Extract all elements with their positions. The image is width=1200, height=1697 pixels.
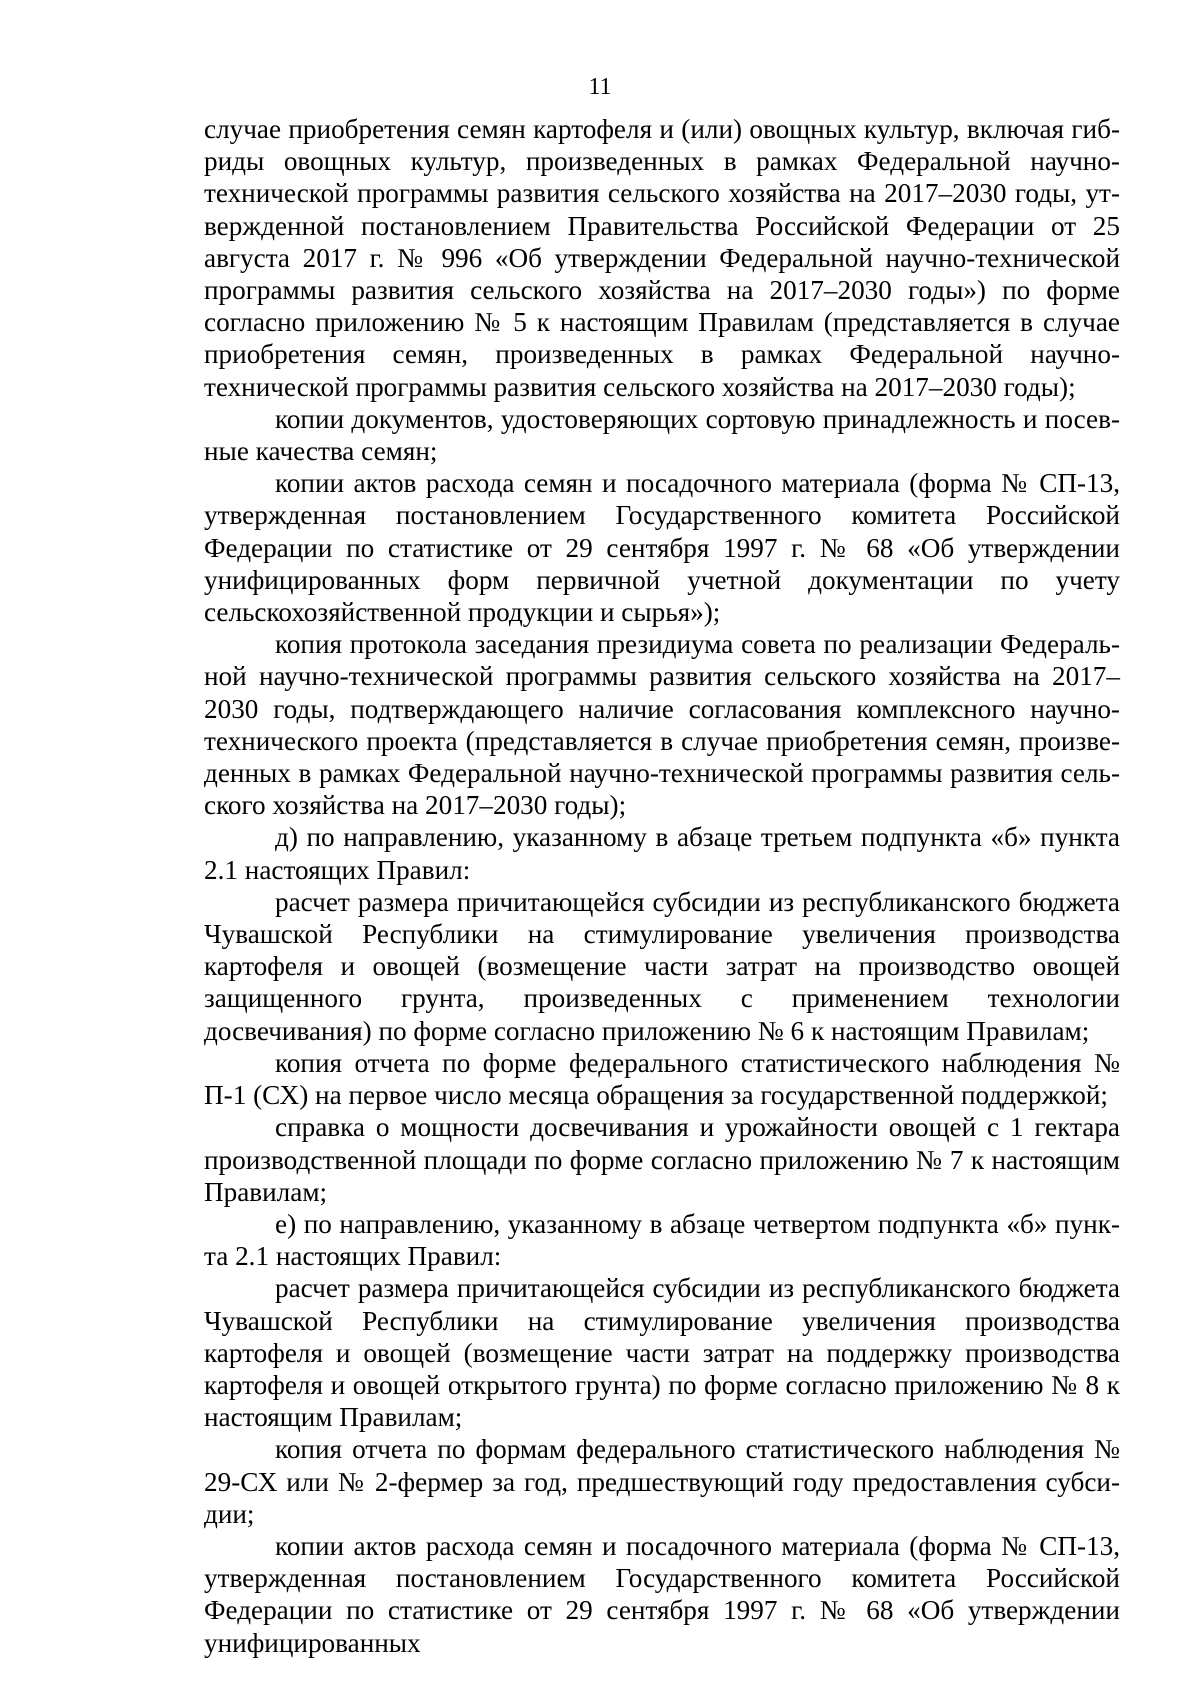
paragraph: справка о мощности досвечивания и урожайности овощей с 1 гектара производственной площади по форме согласно приложению № 7 к настоящим Правилам; <box>204 1112 1120 1207</box>
paragraph: копии документов, удостоверяющих сортовую принадлежность и посевные качества семян; <box>204 403 1120 467</box>
paragraph-subclause-d: д) по направлению, указанному в абзаце третьем подпункта «б» пункта 2.1 настоящих Правил: <box>204 822 1120 885</box>
paragraph: копия отчета по формам федерального статистического наблюдения № 29-СХ или № 2-фермер за год, предшествующий году предоставления субсидии; <box>204 1434 1120 1529</box>
paragraph: копия протокола заседания президиума совета по реализации Федеральной научно-технической программы развития сельского хозяйства на 2017–2030 годы, подтверждающего наличие согласования комплексного научно-технического проекта (представляется в случае приобретения семян, произведенных в рамках Федеральной научно-технической программы развития сельского хозяйства на 2017–2030 годы); <box>204 629 1120 821</box>
paragraph: копии актов расхода семян и посадочного материала (форма № СП-13, утвержденная постановлением Государственного комитета Российской Федерации по статистике от 29 сентября 1997 г. № 68 «Об утверждении унифицированных форм первичной учетной документации по учету сельскохозяйственной продукции и сырья»); <box>204 468 1120 628</box>
document-body <box>204 113 1120 1659</box>
paragraph-subclause-e: е) по направлению, указанному в абзаце четвертом подпункта «б» пункта 2.1 настоящих Правил: <box>204 1208 1120 1272</box>
paragraph: расчет размера причитающейся субсидии из республиканского бюджета Чувашской Республики на стимулирование увеличения производства картофеля и овощей (возмещение части затрат на поддержку производства картофеля и овощей открытого грунта) по форме согласно приложению № 8 к настоящим Правилам; <box>204 1273 1120 1433</box>
paragraph: копия отчета по форме федерального статистического наблюдения № П-1 (СХ) на первое число месяца обращения за государственной поддержкой; <box>204 1047 1120 1111</box>
paragraph-continuation: случае приобретения семян картофеля и (или) овощных культур, включая гибриды овощных культур, произведенных в рамках Федеральной научно-технической программы развития сельского хозяйства на 2017–2030 годы, утвержденной постановлением Правительства Российской Федерации от 25 августа 2017 г. № 996 «Об утверждении Федеральной научно-технической программы развития сельского хозяйства на 2017–2030 годы») по форме согласно приложению № 5 к настоящим Правилам (представляется в случае приобретения семян, произведенных в рамках Федеральной научно-технической программы развития сельского хозяйства на 2017–2030 годы); <box>204 114 1120 402</box>
paragraph: расчет размера причитающейся субсидии из республиканского бюджета Чувашской Республики на стимулирование увеличения производства картофеля и овощей (возмещение части затрат на производство овощей защищенного грунта, произведенных с применением технологии досвечивания) по форме согласно приложению № 6 к настоящим Правилам; <box>204 886 1120 1046</box>
page-number: 11 <box>588 74 612 100</box>
paragraph: копии актов расхода семян и посадочного материала (форма № СП-13, утвержденная постановлением Государственного комитета Российской Федерации по статистике от 29 сентября 1997 г. № 68 «Об утверждении унифицированных <box>204 1530 1120 1658</box>
